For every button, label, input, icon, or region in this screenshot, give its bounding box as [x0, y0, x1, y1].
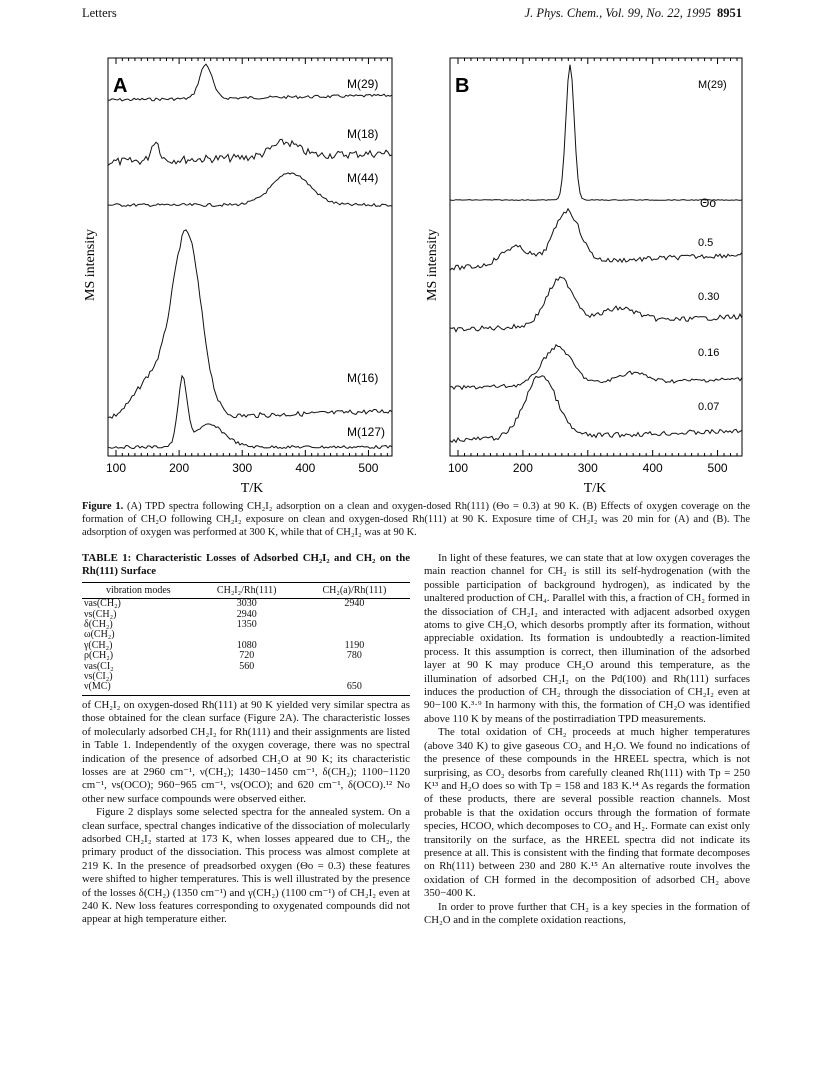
table-cell [299, 610, 410, 620]
table-cell: 2940 [344, 598, 365, 610]
panel-b-tick-label: 100 [447, 461, 469, 475]
panel-a-tick-label: 300 [232, 461, 253, 475]
table-cell [299, 662, 410, 672]
right-paragraph-3: In order to prove further that CH₂ is a key species in the formation of CH₂O and in the complete oxidation reactions, [424, 900, 750, 926]
panel-b-trace-2 [450, 277, 742, 332]
figure-caption [82, 500, 750, 539]
table-row [82, 662, 410, 672]
panel-b-letter: B [455, 75, 470, 97]
panel-b-trace-label: 0.16 [698, 347, 720, 359]
panel-a-trace-label: M(18) [347, 127, 379, 141]
table-cell: 1350 [236, 619, 257, 631]
table-row [82, 620, 410, 630]
panel-a-tick-label: 100 [105, 461, 127, 475]
table-body [82, 599, 410, 696]
panel-a-tick-label: 200 [169, 461, 190, 475]
table-cell: δ(CH₂) [84, 619, 113, 631]
table-cell [195, 682, 299, 695]
page-number: 8951 [717, 6, 742, 20]
table-header-row [82, 582, 410, 598]
panel-b-tick-label: 400 [642, 461, 663, 475]
panel-b-tick-label: 300 [577, 461, 598, 475]
table-cell [195, 672, 299, 682]
table-cell: 780 [346, 650, 362, 662]
table-cell: γ(CH₂) [84, 639, 113, 651]
caption-text: (A) TPD spectra following CH₂I₂ adsorption on a clean and oxygen-dosed Rh(111) (Θo = 0.3) at 90 K. (B) Effects of oxygen coverage on the formation of CH₂O following CH₂I₂ exposure on clean and oxygen-dosed Rh(111) at 90 K. Exposure time of CH₂I₂ was 20 min for (A) and (B). The adsorption of oxygen was performed at 300 K, while that of CH₂I₂ was at 90 K. [82, 501, 750, 538]
table-cell: 1080 [236, 639, 257, 651]
panel-a-trace-labels [347, 77, 385, 439]
table-1 [82, 582, 410, 696]
panel-a-frame [108, 58, 392, 456]
caption-label: Figure 1. [82, 501, 124, 512]
panel-a-trace-label: M(29) [347, 77, 379, 91]
journal-citation: J. Phys. Chem., Vol. 99, No. 22, 1995 [524, 6, 711, 20]
panel-a-traces [108, 64, 392, 448]
table-cell: 2940 [236, 608, 257, 620]
panel-a-letter: A [113, 75, 128, 97]
panel-b-trace-label: 0.07 [698, 401, 720, 413]
panel-a-tick-label: 400 [295, 461, 316, 475]
theta-o-label: Θo [700, 196, 717, 210]
panel-a-tick-label: 500 [358, 461, 379, 475]
right-column [424, 552, 750, 927]
table-header-0: vibration modes [82, 582, 195, 598]
table-cell: νs(CI₂) [84, 671, 113, 683]
figure-1 [0, 0, 820, 500]
panel-a-trace-1 [108, 139, 392, 165]
table-cell: 650 [299, 682, 410, 695]
right-paragraph-1: In light of these features, we can state that at low oxygen coverages the main reaction channel for CH₂ is still its self-hydrogenation (with the possible participation of background hydrogen), as indicated by the unaltered production of CH₄. Parallel with this, a fraction of CH₂ formed in the dissociation of CH₂I₂ and interacted with adjacent adsorbed oxygen atoms to give CH₂O, which desorbs promptly after its formation, without appreciable oxidation. Its formation is undoubtedly a reaction-limited process. It this assumption is correct, then illumination of the adsorbed layer at 90 K may produce CH₂O around this temperature, as the illumination of adsorbed CH₂I₂ on the Pd(100) and Rh(111) surfaces induces the production of CH₂ through the dissociation of CH₂I₂ even at 90−100 K.³·⁹ In harmony with this, the formation of CH₂O was identified above 110 K by means of the postirradiation TPD measurements. [424, 552, 750, 725]
left-column [82, 552, 410, 927]
panel-a-xlabel: T/K [240, 481, 264, 496]
panel-a-trace-label: M(127) [347, 425, 386, 439]
running-header-left: Letters [82, 6, 117, 20]
panel-a-trace-3 [108, 230, 392, 418]
table-cell: 3030 [236, 598, 257, 610]
panel-b-tick-label: 500 [707, 461, 728, 475]
panel-b-ticks [448, 58, 737, 475]
table-row [82, 599, 410, 610]
table-row [82, 682, 410, 695]
panel-b-ylabel: MS intensity [425, 229, 440, 301]
panel-a-trace-label: M(16) [347, 371, 379, 385]
panel-b-xlabel: T/K [583, 481, 607, 496]
table-cell: ω(CH₂) [84, 629, 115, 641]
left-paragraph-1: of CH₂I₂ on oxygen-dosed Rh(111) at 90 K yielded very similar spectra as those obtained for the clean surface (Figure 2A). The characteristic losses of molecularly adsorbed CH₂I₂ for Rh(111) and their assignments are listed in Table 1. Independently of the oxygen coverage, there was no spectral indication of the presence of adsorbed CH₂O at 90 K; its characteristic losses are at 2960 cm⁻¹, ν(CH₂); 1430−1450 cm⁻¹, δ(CH₂); 1100−1120 cm⁻¹, νs(OCO); 960−965 cm⁻¹, νs(OCO); and 620 cm⁻¹, δ(OCO).¹² No other new surface compounds were observed either. [82, 698, 410, 805]
table-cell: ν(MC) [82, 682, 195, 695]
panel-b-trace-labels [698, 79, 727, 413]
table-title: TABLE 1: Characteristic Losses of Adsorbed CH₂I₂ and CH₂ on the Rh(111) Surface [82, 552, 410, 578]
table-cell: ρ(CH₂) [84, 650, 114, 662]
right-paragraph-2: The total oxidation of CH₂ proceeds at much higher temperatures (above 340 K) to give gaseous CO₂ and H₂O. We found no indications of the presence of these compounds in the HREEL spectra, which is not surprising, as CO₂ desorbs from carefully cleaned Rh(111) with Tp = 250 K¹³ and H₂O does so with Tp = 158 and 183 K.¹⁴ As regards the formation of these products, there are several possible reaction channels. Most probable is that the oxidation occurs through the formation of formate species, HCOO, which decomposes to CO₂ and H₂. Formate can exist only transitorily on the surface, as the HREEL spectra did not indicate its presence at all. This is consistent with the finding that formate decomposes on Rh(111) between 230 and 280 K.¹⁵ An alternative route involves the oxidation of CH formed in the decomposition of adsorbed CH₂ above 350−400 K. [424, 726, 750, 900]
panel-b [425, 58, 742, 496]
panel-b-trace-label: 0.30 [698, 291, 720, 303]
table-cell [299, 620, 410, 630]
table-header-2: CH₂(a)/Rh(111) [299, 582, 410, 598]
table-cell: 720 [239, 650, 255, 662]
panel-a-ylabel: MS intensity [83, 229, 98, 301]
table-cell: νas(CH₂) [84, 598, 121, 610]
panel-a [83, 58, 392, 496]
panel-b-trace-label: M(29) [698, 79, 727, 91]
panel-b-trace-label: 0.5 [698, 237, 714, 249]
table-cell: νas(CI₂ [84, 660, 114, 672]
table-header-1: CH₂I₂/Rh(111) [195, 582, 299, 598]
left-paragraph-2: Figure 2 displays some selected spectra for the annealed system. On a clean surface, spectral changes indicative of the dissociation of molecularly adsorbed CH₂I₂ started at 173 K, when losses appeared due to CH₂, the primary product of the dissociation. This process was almost complete at 219 K. In the presence of preadsorbed oxygen (Θo = 0.3) these features were shifted to higher temperatures. This is well illustrated by the presence of the losses δ(CH₂) (1350 cm⁻¹) and γ(CH₂) (1100 cm⁻¹) of CH₂I₂ even at 240 K. New loss features corresponding to oxygenated compounds did not appear at high temperature either. [82, 806, 410, 926]
panel-b-traces [450, 65, 742, 443]
table-cell: 560 [239, 660, 255, 672]
panel-a-trace-label: M(44) [347, 171, 379, 185]
panel-b-tick-label: 200 [512, 461, 533, 475]
table-cell: 1190 [344, 639, 365, 651]
table-cell: νs(CH₂) [84, 608, 117, 620]
